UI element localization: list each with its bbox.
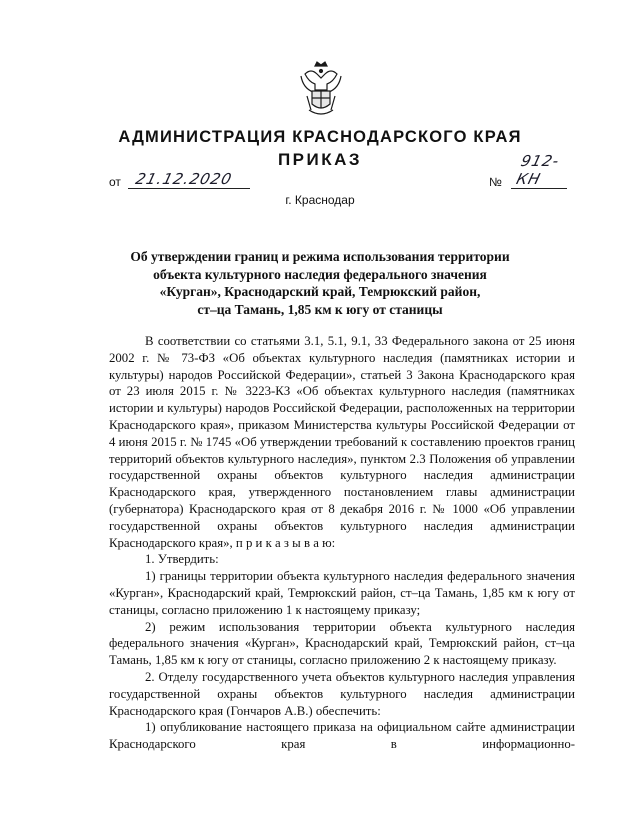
- body-paragraph: 1) границы территории объекта культурного наследия федерального значения «Курган», Краснодарский край, Темрюкский район, ст–ца Тамань, 1,85 км к югу от станицы, согласно приложению 1 к настоящему приказу;: [109, 569, 575, 617]
- number-prefix: №: [489, 175, 502, 189]
- body-paragraph: 1. Утвердить:: [145, 552, 219, 567]
- body-paragraph: 2. Отделу государственного учета объектов культурного наследия управления государственной охраны объектов культурного наследия администрации Краснодарского края (Гончаров А.В.) обеспечить:: [109, 669, 575, 718]
- document-type: ПРИКАЗ: [277, 150, 363, 169]
- city-name: г. Краснодар: [285, 193, 355, 207]
- coat-of-arms-emblem: [297, 60, 345, 120]
- number-field: [489, 152, 567, 189]
- date-prefix: от: [109, 175, 121, 189]
- heading-line: объекта культурного наследия федерального значения: [153, 266, 487, 282]
- document-heading: [110, 248, 530, 318]
- heading-line: «Курган», Краснодарский край, Темрюкский район,: [159, 284, 481, 299]
- handwritten-number: 912-КН: [514, 152, 562, 188]
- handwritten-date: 21.12.2020: [134, 170, 235, 188]
- body-paragraph: В соответствии со статьями 3.1, 5.1, 9.1, 33 Федерального закона от 25 июня 2002 г. № 73-ФЗ «Об объектах культурного наследия (памятниках истории и культуры) народов Российской Федерации», статьей 3 Закона Краснодарского края от 23 июля 2015 г. № 3223-КЗ «Об объектах культурного наследия (памятниках истории и культуры) народов Российской Федерации, расположенных на территории Краснодарского края», приказом Министерства культуры Российской Федерации от 4 июня 2015 г. № 1745 «Об утверждении требований к составлению проектов границ территорий объектов культурного наследия», пунктом 2.3 Положения об управлении государственной охраны объектов культурного наследия администрации Краснодарского края, утвержденного постановлением главы администрации (губернатора) Краснодарского края от 8 декабря 2016 г. № 1000 «Об управлении государственной охраны объектов культурного наследия администрации Краснодарского края», п р и к а з ы в а ю:: [109, 334, 575, 550]
- heading-line: ст–ца Тамань, 1,85 км к югу от станицы: [197, 301, 443, 317]
- body-paragraph: 1) опубликование настоящего приказа на официальном сайте администрации Краснодарского края в информационно-: [109, 720, 575, 752]
- body-paragraph: 2) режим использования территории объекта культурного наследия федерального значения «Курган», Краснодарский край, Темрюкский район, ст–ца Тамань, 1,85 км к югу от станицы, согласно приложению 2 к настоящему приказу.: [109, 619, 575, 668]
- number-underline: [511, 152, 567, 189]
- date-field: [109, 172, 250, 189]
- heading-line: Об утверждении границ и режима использования территории: [130, 249, 510, 264]
- organization-title: АДМИНИСТРАЦИЯ КРАСНОДАРСКОГО КРАЯ: [118, 128, 522, 146]
- document-body: [109, 333, 575, 753]
- date-underline: [128, 172, 250, 189]
